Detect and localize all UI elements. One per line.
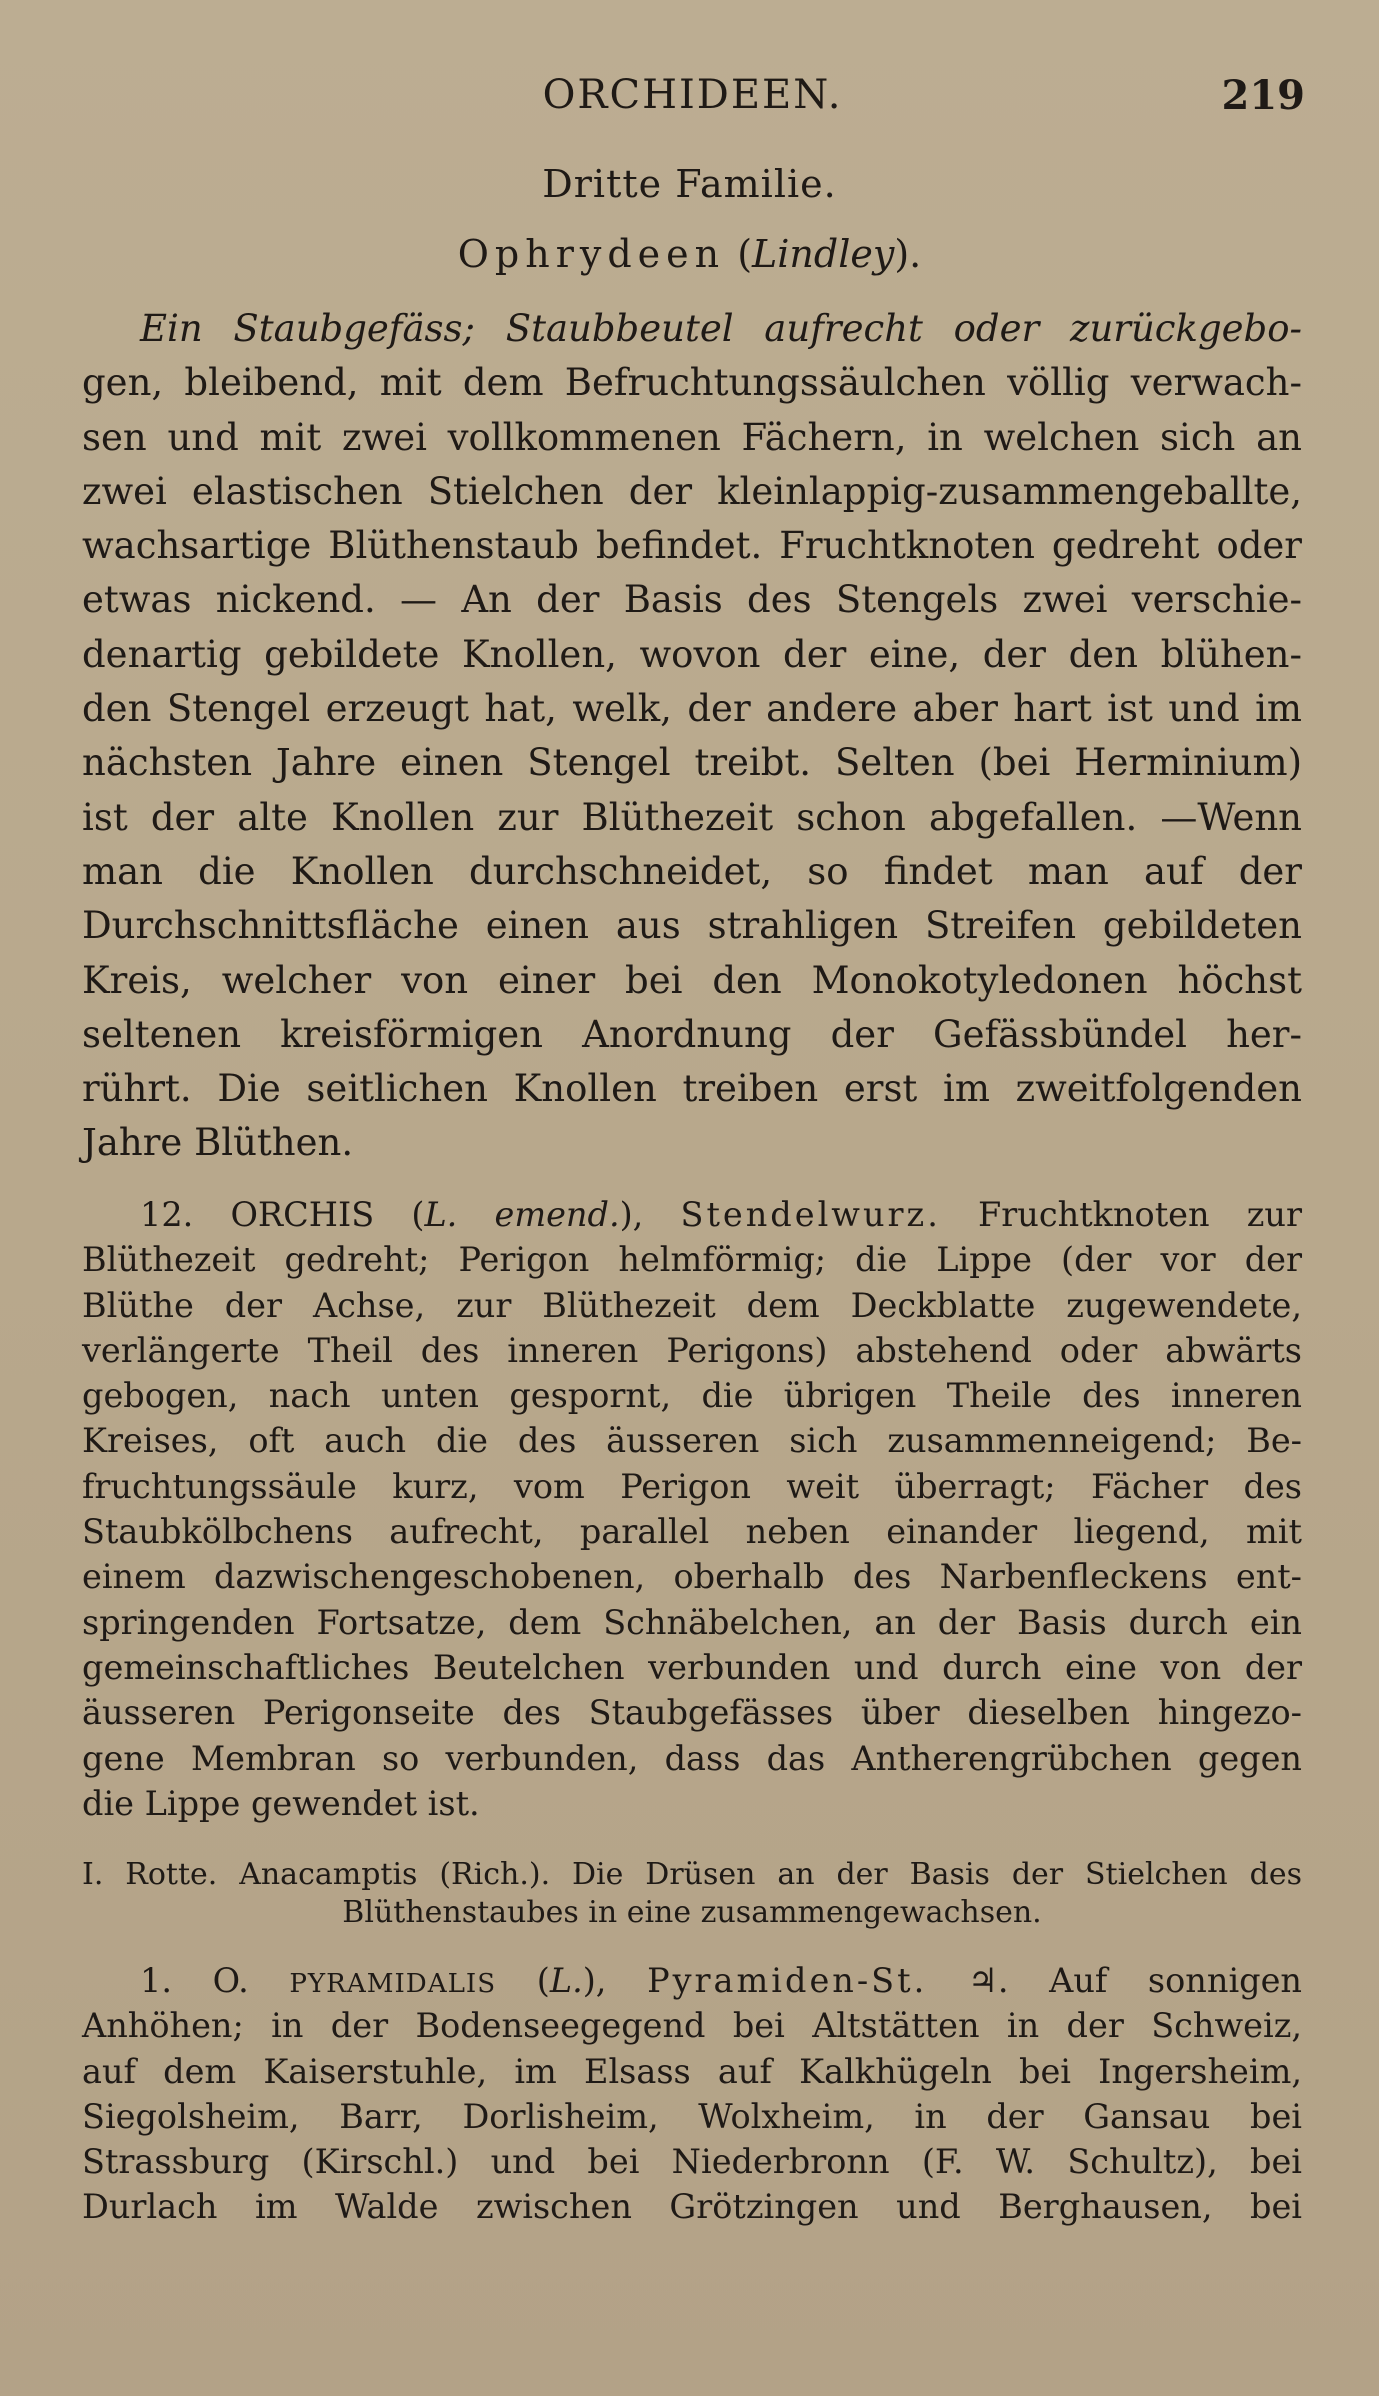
text-line: Strassburg (Kirschl.) und bei Niederbronn (F. W. Schultz), bei [82,2142,1302,2182]
text-line: denartig gebildete Knollen, wovon der eine, der den blühen- [82,632,1302,676]
text-line: gene Membran so verbunden, dass das Antherengrübchen gegen [82,1738,1302,1778]
species-name: PYRAMIDALIS [289,1969,497,1999]
genus-name: ORCHIS [230,1195,375,1234]
subfamily-name: Ophrydeen [457,232,726,276]
text-line: einem dazwischengeschobenen, oberhalb des Narbenfleckens ent- [82,1557,1302,1597]
text-line: sen und mit zwei vollkommenen Fächern, in welchen sich an [82,415,1302,459]
genus-description [82,1192,1302,1826]
genus-author: L. emend. [424,1195,620,1234]
perennial-symbol-icon: ♃ [967,1961,998,2000]
text-line: Blüthezeit gedreht; Perigon helmförmig; die Lippe (der vor der [82,1240,1302,1280]
text-line: Blüthe der Achse, zur Blüthezeit dem Deckblatte zugewendete, [82,1285,1302,1325]
text-line: Kreises, oft auch die des äusseren sich zusammenneigend; Be- [82,1421,1302,1461]
section-note [82,1856,1302,1932]
text-line: Siegolsheim, Barr, Dorlisheim, Wolxheim, in der Gansau bei [82,2096,1302,2136]
text-line: gen, bleibend, mit dem Befruchtungssäulchen völlig verwach- [82,361,1302,405]
text-line: verlängerte Theil des inneren Perigons) abstehend oder abwärts [82,1330,1302,1370]
running-head: ORCHIDEEN. [542,72,843,118]
text-line: Jahre Blüthen. [82,1121,354,1165]
text-line: etwas nickend. — An der Basis des Stengels zwei verschie- [82,578,1302,622]
text-line: rührt. Die seitlichen Knollen treiben erst im zweitfolgenden [82,1067,1302,1111]
text-line: man die Knollen durchschneidet, so findet man auf der [82,849,1302,893]
text-line: nächsten Jahre einen Stengel treibt. Selten (bei Herminium) [82,741,1302,785]
species-author: L. [549,1961,583,2000]
text-line: Durlach im Walde zwischen Grötzingen und Berghausen, bei [82,2187,1302,2227]
text-line: auf dem Kaiserstuhle, im Elsass auf Kalkhügeln bei Ingersheim, [82,2051,1302,2091]
text-line: den Stengel erzeugt hat, welk, der andere aber hart ist und im [82,687,1302,731]
text-line: Durchschnittsfläche einen aus strahligen Streifen gebildeten [82,904,1302,948]
text-line: die Lippe gewendet ist. [82,1783,480,1823]
text-line: fruchtungssäule kurz, vom Perigon weit überragt; Fächer des [82,1466,1302,1506]
text-line: Anhöhen; in der Bodenseegegend bei Altstätten in der Schweiz, [82,2006,1302,2046]
species-text-start: Auf sonnigen [1049,1961,1302,2000]
text-line: Ein Staubgefäss; Staubbeutel aufrecht oder zurückgebo- [140,307,1302,350]
subfamily-heading: Ophrydeen (Lindley). [457,232,922,276]
text-line: Staubkölbchens aufrecht, parallel neben einander liegend, mit [82,1512,1302,1552]
species-number: 1. O. [140,1961,249,2000]
species-common-name: Pyramiden-St. [647,1961,928,2000]
species-heading-line: 1. O. PYRAMIDALIS (L.), Pyramiden-St. ♃. Auf sonnigen [140,1961,1302,2000]
text-line: gebogen, nach unten gespornt, die übrigen Theile des inneren [82,1376,1302,1416]
species-description [82,1958,1302,2230]
genus-common-name: Stendelwurz. [680,1195,941,1234]
page-header [80,72,1305,132]
text-line: äusseren Perigonseite des Staubgefässes über dieselben hingezo- [82,1693,1302,1733]
family-heading: Dritte Familie. [542,162,837,206]
text-line: gemeinschaftliches Beutelchen verbunden und durch eine von der [82,1647,1302,1687]
section-note-line: I. Rotte. Anacamptis (Rich.). Die Drüsen an der Basis der Stielchen des [82,1857,1302,1892]
subfamily-author: Lindley [752,232,895,276]
section-note-line: Blüthenstaubes in eine zusammengewachsen. [342,1895,1042,1930]
text-line: wachsartige Blüthenstaub befindet. Fruchtknoten gedreht oder [82,524,1302,568]
genus-number: 12. [140,1195,194,1234]
genus-text-start: Fruchtknoten zur [978,1195,1302,1234]
text-line: seltenen kreisförmigen Anordnung der Gefässbündel her- [82,1012,1302,1056]
text-line: ist der alte Knollen zur Blüthezeit schon abgefallen. —Wenn [82,795,1302,839]
genus-heading-line: 12. ORCHIS (L. emend.), Stendelwurz. Fruchtknoten zur [140,1195,1302,1234]
page-number: 219 [1221,72,1305,119]
text-line: zwei elastischen Stielchen der kleinlappig-zusammengeballte, [82,469,1302,513]
family-description [82,302,1302,1171]
text-line: Kreis, welcher von einer bei den Monokotyledonen höchst [82,958,1302,1002]
text-line: springenden Fortsatze, dem Schnäbelchen, an der Basis durch ein [82,1602,1302,1642]
